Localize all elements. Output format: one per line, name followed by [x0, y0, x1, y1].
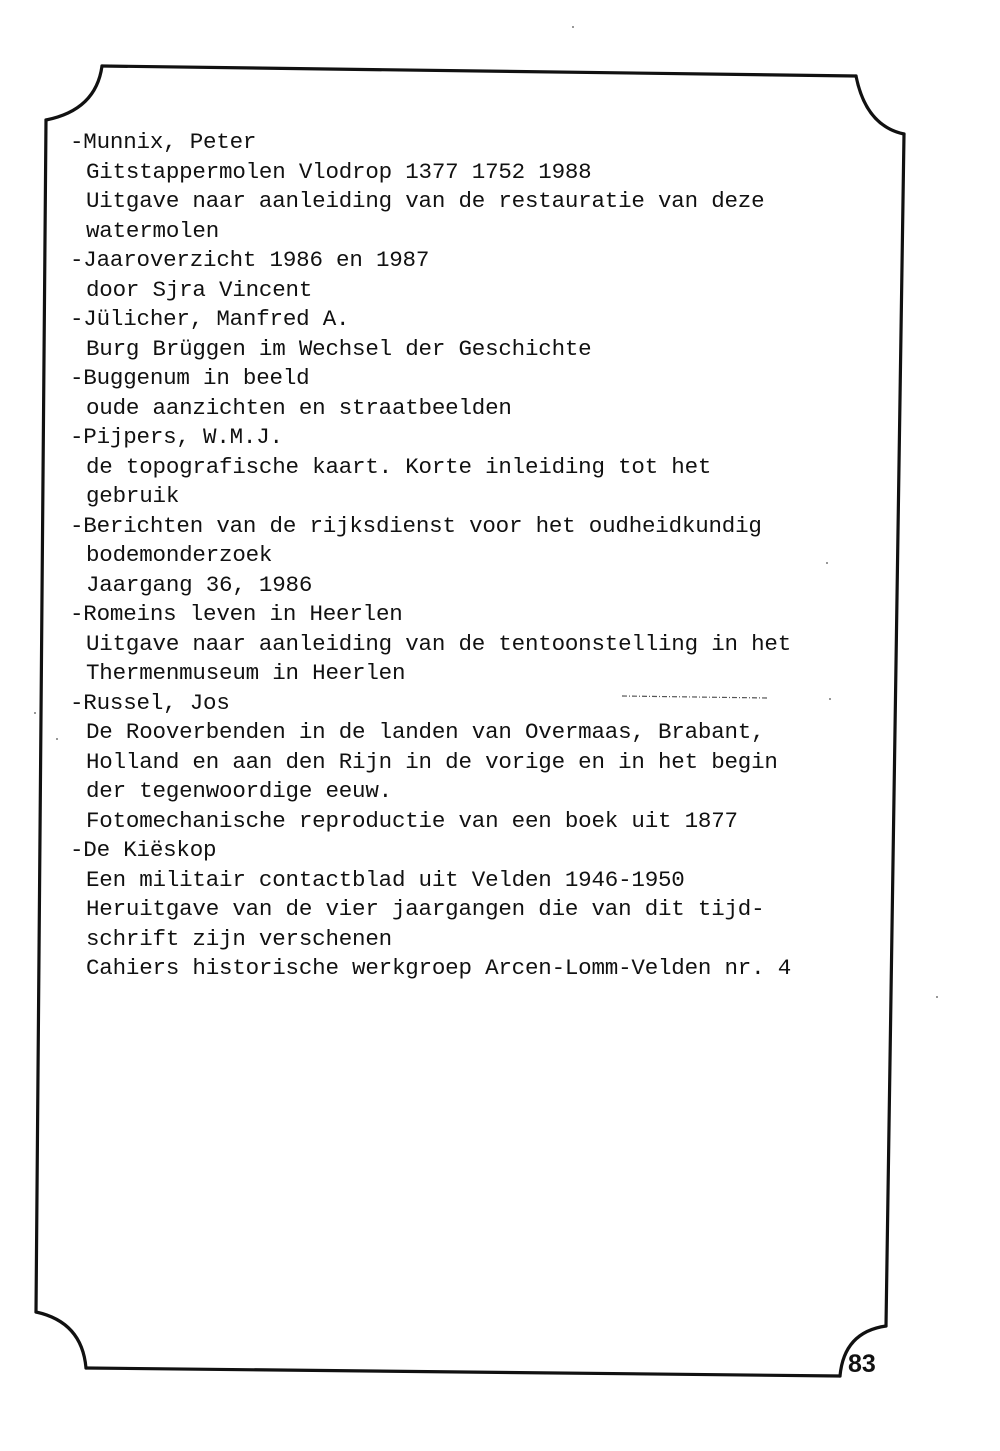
entry-detail-line: gebruik [86, 483, 180, 509]
entry-detail-line: schrift zijn verschenen [86, 925, 392, 952]
entry-detail-line: Jaargang 36, 1986 [86, 571, 313, 598]
scan-speck [56, 738, 58, 740]
scan-speck [34, 712, 36, 714]
entry-detail-line: Burg Brüggen im Wechsel der Geschichte [86, 335, 592, 362]
entry-detail-line: Fotomechanische reproductie van een boek uit 1877 [86, 807, 738, 834]
entry-heading: -Russel, Jos [70, 689, 230, 716]
entry-heading: -Pijpers, W.M.J. [70, 424, 283, 450]
entry-heading: -De Kiëskop [70, 837, 217, 863]
page-number: 83 [848, 1350, 876, 1378]
bibliography-list [70, 128, 870, 984]
entry-detail-line: Holland en aan den Rijn in de vorige en in het begin [86, 748, 778, 775]
entry-detail-line: Uitgave naar aanleiding van de tentoonstelling in het [86, 630, 792, 657]
scan-speck [572, 26, 574, 28]
entry-heading: -Jülicher, Manfred A. [70, 306, 350, 332]
entry-detail-line: bodemonderzoek [86, 542, 273, 568]
entry-heading: -Romeins leven in Heerlen [70, 601, 403, 627]
entry-detail-line: Gitstappermolen Vlodrop 1377 1752 1988 [86, 158, 592, 185]
entry-detail-line: Uitgave naar aanleiding van de restauratie van deze [86, 188, 765, 214]
entry-detail-line: Thermenmuseum in Heerlen [86, 660, 406, 686]
entry-detail-line: door Sjra Vincent [86, 276, 313, 303]
entry-heading: -Munnix, Peter [70, 129, 257, 155]
scan-speck [936, 996, 938, 998]
entry-detail-line: Een militair contactblad uit Velden 1946-1950 [86, 866, 685, 893]
entry-heading: -Buggenum in beeld [70, 365, 310, 391]
entry-heading: -Berichten van de rijksdienst voor het oudheidkundig [70, 512, 762, 539]
entry-detail-line: der tegenwoordige eeuw. [86, 778, 392, 804]
entry-detail-line: Cahiers historische werkgroep Arcen-Lomm-Velden nr. 4 [86, 955, 792, 981]
entry-detail-line: Heruitgave van de vier jaargangen die van dit tijd- [86, 896, 765, 922]
entry-detail-line: watermolen [86, 217, 220, 244]
entry-heading: -Jaaroverzicht 1986 en 1987 [70, 247, 430, 273]
entry-detail-line: de topografische kaart. Korte inleiding tot het [86, 453, 712, 480]
entry-detail-line: oude aanzichten en straatbeelden [86, 394, 512, 421]
entry-detail-line: De Rooverbenden in de landen van Overmaas, Brabant, [86, 719, 765, 745]
